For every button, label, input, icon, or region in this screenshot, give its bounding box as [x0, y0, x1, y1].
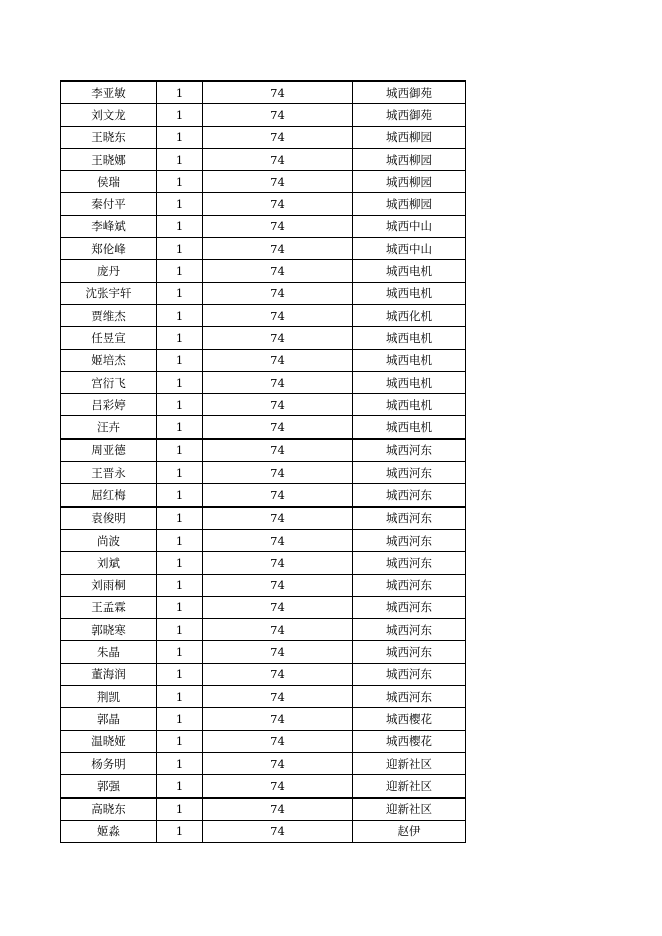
table-row [61, 596, 466, 618]
count-cell[interactable]: 1 [157, 238, 203, 260]
area-cell[interactable]: 迎新社区 [353, 798, 466, 821]
table-row [61, 371, 466, 393]
table-row [61, 260, 466, 282]
table-row [61, 663, 466, 685]
area-cell[interactable]: 城西河东 [353, 663, 466, 685]
table-row [61, 104, 466, 126]
area-cell[interactable]: 城西御苑 [353, 81, 466, 104]
count-cell[interactable]: 1 [157, 282, 203, 304]
area-cell[interactable]: 城西河东 [353, 462, 466, 484]
name-cell[interactable]: 秦付平 [61, 193, 157, 215]
area-cell[interactable]: 城西电机 [353, 349, 466, 371]
score-cell[interactable]: 74 [203, 193, 353, 215]
count-cell[interactable]: 1 [157, 596, 203, 618]
score-cell[interactable]: 74 [203, 820, 353, 842]
count-cell[interactable]: 1 [157, 193, 203, 215]
score-cell[interactable]: 74 [203, 327, 353, 349]
count-cell[interactable]: 1 [157, 304, 203, 326]
count-cell[interactable]: 1 [157, 619, 203, 641]
count-cell[interactable]: 1 [157, 371, 203, 393]
area-cell[interactable]: 城西中山 [353, 238, 466, 260]
score-cell[interactable]: 74 [203, 507, 353, 530]
name-cell[interactable]: 任昱宣 [61, 327, 157, 349]
area-cell[interactable]: 城西河东 [353, 439, 466, 462]
area-cell[interactable]: 城西柳园 [353, 193, 466, 215]
score-cell[interactable]: 74 [203, 371, 353, 393]
area-cell[interactable]: 城西电机 [353, 260, 466, 282]
count-cell[interactable]: 1 [157, 663, 203, 685]
score-cell[interactable]: 74 [203, 282, 353, 304]
area-cell[interactable]: 城西御苑 [353, 104, 466, 126]
area-cell[interactable]: 城西电机 [353, 394, 466, 416]
score-cell[interactable]: 74 [203, 641, 353, 663]
table-row [61, 798, 466, 821]
spreadsheet-table [60, 80, 466, 843]
area-cell[interactable]: 城西化机 [353, 304, 466, 326]
name-cell[interactable]: 周亚德 [61, 439, 157, 462]
count-cell[interactable]: 1 [157, 529, 203, 551]
name-cell[interactable]: 屈红梅 [61, 484, 157, 507]
table-row [61, 484, 466, 507]
table-row [61, 641, 466, 663]
score-cell[interactable]: 74 [203, 484, 353, 507]
name-cell[interactable]: 王孟霖 [61, 596, 157, 618]
score-cell[interactable]: 74 [203, 574, 353, 596]
table-row [61, 215, 466, 237]
count-cell[interactable]: 1 [157, 708, 203, 730]
count-cell[interactable]: 1 [157, 686, 203, 708]
table-row [61, 327, 466, 349]
table-row [61, 416, 466, 439]
count-cell[interactable]: 1 [157, 730, 203, 752]
score-cell[interactable]: 74 [203, 416, 353, 439]
count-cell[interactable]: 1 [157, 327, 203, 349]
count-cell[interactable]: 1 [157, 798, 203, 821]
score-cell[interactable]: 74 [203, 730, 353, 752]
count-cell[interactable]: 1 [157, 81, 203, 104]
name-cell[interactable]: 尚波 [61, 529, 157, 551]
name-cell[interactable]: 郑伦峰 [61, 238, 157, 260]
area-cell[interactable]: 城西河东 [353, 596, 466, 618]
count-cell[interactable]: 1 [157, 260, 203, 282]
table-row [61, 171, 466, 193]
score-cell[interactable]: 74 [203, 215, 353, 237]
count-cell[interactable]: 1 [157, 104, 203, 126]
table-row [61, 439, 466, 462]
count-cell[interactable]: 1 [157, 574, 203, 596]
area-cell[interactable]: 城西柳园 [353, 148, 466, 170]
area-cell[interactable]: 城西电机 [353, 327, 466, 349]
score-cell[interactable]: 74 [203, 775, 353, 798]
table-row [61, 193, 466, 215]
score-cell[interactable]: 74 [203, 439, 353, 462]
count-cell[interactable]: 1 [157, 394, 203, 416]
name-cell[interactable]: 郭强 [61, 775, 157, 798]
count-cell[interactable]: 1 [157, 215, 203, 237]
area-cell[interactable]: 迎新社区 [353, 775, 466, 798]
score-cell[interactable]: 74 [203, 529, 353, 551]
score-cell[interactable]: 74 [203, 260, 353, 282]
score-cell[interactable]: 74 [203, 304, 353, 326]
table-row [61, 730, 466, 752]
score-cell[interactable]: 74 [203, 686, 353, 708]
count-cell[interactable]: 1 [157, 439, 203, 462]
table-row [61, 81, 466, 104]
area-cell[interactable]: 赵伊 [353, 820, 466, 842]
score-cell[interactable]: 74 [203, 171, 353, 193]
area-cell[interactable]: 城西河东 [353, 574, 466, 596]
name-cell[interactable]: 荆凯 [61, 686, 157, 708]
area-cell[interactable]: 城西电机 [353, 371, 466, 393]
table-row [61, 238, 466, 260]
name-cell[interactable]: 刘文龙 [61, 104, 157, 126]
score-cell[interactable]: 74 [203, 148, 353, 170]
name-cell[interactable]: 宫衍飞 [61, 371, 157, 393]
score-cell[interactable]: 74 [203, 349, 353, 371]
table-row [61, 574, 466, 596]
count-cell[interactable]: 1 [157, 171, 203, 193]
name-cell[interactable]: 温晓娅 [61, 730, 157, 752]
score-cell[interactable]: 74 [203, 619, 353, 641]
count-cell[interactable]: 1 [157, 349, 203, 371]
area-cell[interactable]: 城西柳园 [353, 171, 466, 193]
table-row [61, 752, 466, 774]
table-row [61, 529, 466, 551]
name-cell[interactable]: 姬淼 [61, 820, 157, 842]
area-cell[interactable]: 城西河东 [353, 619, 466, 641]
name-cell[interactable]: 袁俊明 [61, 507, 157, 530]
table-row [61, 820, 466, 842]
count-cell[interactable]: 1 [157, 507, 203, 530]
table-row [61, 507, 466, 530]
area-cell[interactable]: 迎新社区 [353, 752, 466, 774]
count-cell[interactable]: 1 [157, 126, 203, 148]
count-cell[interactable]: 1 [157, 484, 203, 507]
area-cell[interactable]: 城西河东 [353, 529, 466, 551]
score-cell[interactable]: 74 [203, 752, 353, 774]
name-cell[interactable]: 姬培杰 [61, 349, 157, 371]
name-cell[interactable]: 董海润 [61, 663, 157, 685]
score-cell[interactable]: 74 [203, 708, 353, 730]
score-cell[interactable]: 74 [203, 238, 353, 260]
area-cell[interactable]: 城西河东 [353, 641, 466, 663]
name-cell[interactable]: 沈张宇轩 [61, 282, 157, 304]
name-cell[interactable]: 高晓东 [61, 798, 157, 821]
name-cell[interactable]: 王晓东 [61, 126, 157, 148]
name-cell[interactable]: 郭晶 [61, 708, 157, 730]
score-cell[interactable]: 74 [203, 81, 353, 104]
table-row [61, 349, 466, 371]
area-cell[interactable]: 城西柳园 [353, 126, 466, 148]
table-row [61, 708, 466, 730]
name-cell[interactable]: 刘雨桐 [61, 574, 157, 596]
table-row [61, 775, 466, 798]
area-cell[interactable]: 城西樱花 [353, 708, 466, 730]
table-row [61, 552, 466, 574]
name-cell[interactable]: 杨务明 [61, 752, 157, 774]
name-cell[interactable]: 贾维杰 [61, 304, 157, 326]
name-cell[interactable]: 郭晓寒 [61, 619, 157, 641]
name-cell[interactable]: 朱晶 [61, 641, 157, 663]
area-cell[interactable]: 城西河东 [353, 552, 466, 574]
count-cell[interactable]: 1 [157, 752, 203, 774]
area-cell[interactable]: 城西樱花 [353, 730, 466, 752]
score-cell[interactable]: 74 [203, 462, 353, 484]
table-body [61, 81, 466, 843]
area-cell[interactable]: 城西河东 [353, 507, 466, 530]
count-cell[interactable]: 1 [157, 641, 203, 663]
name-cell[interactable]: 李峰斌 [61, 215, 157, 237]
score-cell[interactable]: 74 [203, 596, 353, 618]
score-cell[interactable]: 74 [203, 798, 353, 821]
count-cell[interactable]: 1 [157, 552, 203, 574]
name-cell[interactable]: 庞丹 [61, 260, 157, 282]
score-cell[interactable]: 74 [203, 126, 353, 148]
area-cell[interactable]: 城西河东 [353, 484, 466, 507]
table-row [61, 304, 466, 326]
count-cell[interactable]: 1 [157, 775, 203, 798]
count-cell[interactable]: 1 [157, 148, 203, 170]
area-cell[interactable]: 城西电机 [353, 282, 466, 304]
name-cell[interactable]: 李亚敏 [61, 81, 157, 104]
score-cell[interactable]: 74 [203, 394, 353, 416]
name-cell[interactable]: 刘斌 [61, 552, 157, 574]
score-cell[interactable]: 74 [203, 552, 353, 574]
area-cell[interactable]: 城西河东 [353, 686, 466, 708]
table-row [61, 619, 466, 641]
name-cell[interactable]: 汪卉 [61, 416, 157, 439]
count-cell[interactable]: 1 [157, 820, 203, 842]
score-cell[interactable]: 74 [203, 104, 353, 126]
table-row [61, 148, 466, 170]
name-cell[interactable]: 王晋永 [61, 462, 157, 484]
table-row [61, 462, 466, 484]
name-cell[interactable]: 王晓娜 [61, 148, 157, 170]
area-cell[interactable]: 城西电机 [353, 416, 466, 439]
table-row [61, 686, 466, 708]
count-cell[interactable]: 1 [157, 462, 203, 484]
name-cell[interactable]: 吕彩婷 [61, 394, 157, 416]
name-cell[interactable]: 侯瑞 [61, 171, 157, 193]
count-cell[interactable]: 1 [157, 416, 203, 439]
area-cell[interactable]: 城西中山 [353, 215, 466, 237]
table-row [61, 394, 466, 416]
table-row [61, 126, 466, 148]
table-row [61, 282, 466, 304]
score-cell[interactable]: 74 [203, 663, 353, 685]
